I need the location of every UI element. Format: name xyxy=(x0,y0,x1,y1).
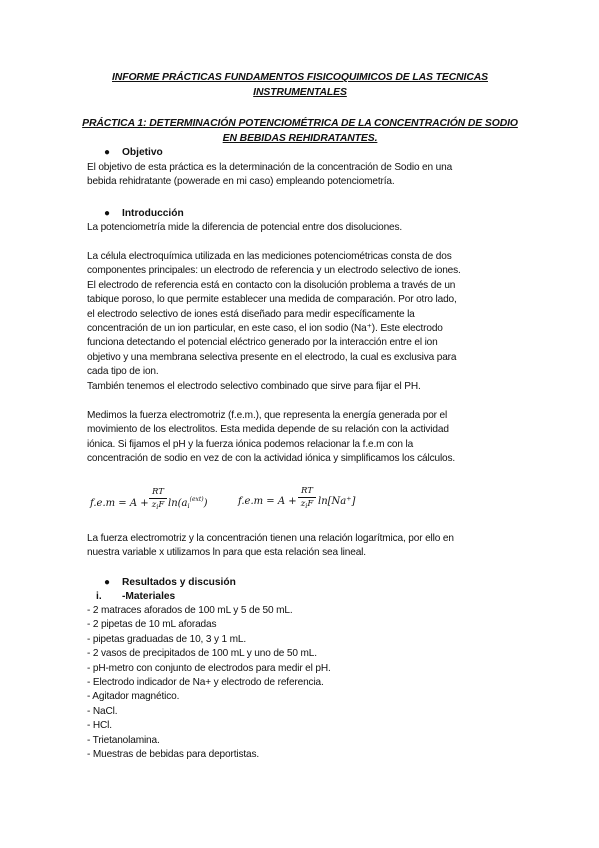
list-item: - Trietanolamina. xyxy=(87,734,160,746)
fraction-bar xyxy=(149,498,167,499)
fraction-rt-zf: RT $z_iF$ xyxy=(298,486,316,509)
ln-activity-term: $\ln(a_i^{(ext)})$ xyxy=(168,496,208,510)
practice-title-line: PRÁCTICA 1: DETERMINACIÓN POTENCIOMÉTRICA DE LA CONCENTRACIÓN DE SODIO xyxy=(82,118,518,129)
title-line: INFORME PRÁCTICAS FUNDAMENTOS FISICOQUIMICOS DE LAS TECNICAS xyxy=(112,72,488,83)
paragraph-objetivo: El objetivo de esta práctica es la determinación de la concentración de Sodio en una bebida rehidratante (powerade en mi caso) empleando potenciometría. xyxy=(87,162,453,188)
paragraph-intro-4: La fuerza electromotriz y la concentración tienen una relación logarítmica, por ello en nuestra variable x utilizamos ln para que esta relación sea lineal. xyxy=(87,533,454,559)
fraction-rt-zf: RT $z_iF$ xyxy=(149,487,167,510)
title-line: INSTRUMENTALES xyxy=(253,87,347,98)
practice-title-line: EN BEBIDAS REHIDRATANTES. xyxy=(222,133,378,144)
practice-title xyxy=(82,116,518,146)
list-item: - Muestras de bebidas para deportistas. xyxy=(87,749,260,761)
list-item: - 2 vasos de precipitados de 100 mL y uno de 50 mL. xyxy=(87,648,317,660)
document-page: INFORME PRÁCTICAS FUNDAMENTOS FISICOQUIMICOS DE LAS TECNICAS INSTRUMENTALES PRÁCTICA 1: DETERMINACIÓN POTENCIOMÉTRICA DE LA CONCENTRACIÓN DE SODIO EN BEBIDAS REHIDRATANTES. ● Objetivo El objetivo de esta práctica es la determinación de la concentración de Sodio en una bebida rehidratante (powerade en mi caso) empleando potenciometría. ● Introducción La potenciometría mide la diferencia de potencial entre dos disoluciones. La célula electroquímica utilizada en las mediciones potenciométricas consta de dos componentes principales: un electrodo de referencia y un electrodo selectivo de iones. El electrodo de referencia está en contacto con la disolución problema a través de un tabique poroso, lo que permite establecer una medida de comparación. Por otro lado, el electrodo selectivo de iones está diseñado para medir específicamente la concentración de un ion particular, en este caso, el ion sodio (Na⁺). Este electrodo funciona detectando el potencial eléctrico generado por la interacción entre el ion objetivo y una membrana selectiva presente en el electrodo, la cual es exclusiva para cada tipo de ion. También tenemos el electrodo selectivo combinado que sirve para fijar el PH. Medimos la fuerza electromotriz (f.e.m.), que representa la energía generada por el movimiento de los electrolitos. Esta medida depende de su relación con la actividad iónica. Si fijamos el pH y la fuerza iónica podemos relacionar la f.e.m con la concentración de sodio en vez de con la actividad iónica y simplificamos los cálculos. f.e.m = A + RT $z_iF$ $\ln(a_i^{(ext)})$ f.e.m = A + RT $z_iF$ ln[Na⁺] La fuerza electromotriz y la concentración tienen una relación logarítmica, por ello en nuestra variable x utilizamos ln para que esta relación sea lineal. ● Resultados y discusión i. -Materiales - 2 matraces aforados de 100 mL y 5 de 50 mL. - 2 pipetas de 10 mL aforadas - pipetas graduadas de 10, 3 y 1 mL. - 2 vasos de precipitados de 100 mL y uno de 50 mL. - pH-metro con conjunto de electrodos para medir el pH. - Electrodo indicador de Na+ y electrodo de referencia. - Agitador magnético. - NaCl. - HCl. - Trietanolamina. - Muestras de bebidas para deportistas. xyxy=(0,0,599,848)
document-title xyxy=(90,70,510,100)
bullet-icon: ● xyxy=(104,147,111,158)
list-item: - Electrodo indicador de Na+ y electrodo de referencia. xyxy=(87,677,324,689)
list-item: - HCl. xyxy=(87,720,112,732)
list-item: - Agitador magnético. xyxy=(87,691,180,703)
paragraph-intro-3: Medimos la fuerza electromotriz (f.e.m.), que representa la energía generada por el movimiento de los electrolitos. Esta medida depende de su relación con la actividad iónica. Si fijamos el pH y la fuerza iónica podemos relacionar la f.e.m con la concentración de sodio en vez de con la actividad iónica y simplificamos los cálculos. xyxy=(87,410,456,465)
fem-equations: f.e.m = A + RT $z_iF$ $\ln(a_i^{(ext)})$ f.e.m = A + RT $z_iF$ ln[Na⁺] xyxy=(90,486,356,511)
list-item: - 2 pipetas de 10 mL aforadas xyxy=(87,619,217,631)
paragraph-intro-1: La potenciometría mide la diferencia de potencial entre dos disoluciones. xyxy=(87,222,403,233)
list-item: - NaCl. xyxy=(87,705,118,717)
ln-concentration-term: ln[Na⁺] xyxy=(318,496,356,507)
bullet-icon: ● xyxy=(104,577,111,588)
list-item: - pH-metro con conjunto de electrodos para medir el pH. xyxy=(87,662,331,674)
list-item: - 2 matraces aforados de 100 mL y 5 de 50 mL. xyxy=(87,605,293,616)
materials-list xyxy=(87,604,331,762)
fraction-bar xyxy=(298,497,316,498)
bullet-icon: ● xyxy=(104,208,111,219)
list-item: - pipetas graduadas de 10, 3 y 1 mL. xyxy=(87,633,247,645)
paragraph-intro-2: La célula electroquímica utilizada en las mediciones potenciométricas consta de dos componentes principales: un electrodo de referencia y un electrodo selectivo de iones. El electrodo de referencia está en contacto con la disolución problema a través de un tabique poroso, lo que permite establecer una medida de comparación. Por otro lado, el electrodo selectivo de iones está diseñado para medir específicamente la concentración de un ion particular, en este caso, el ion sodio (Na⁺). Este electrodo funciona detectando el potencial eléctrico generado por la interacción entre el ion objetivo y una membrana selectiva presente en el electrodo, la cual es exclusiva para cada tipo de ion. También tenemos el electrodo selectivo combinado que sirve para fijar el PH. xyxy=(87,251,461,392)
